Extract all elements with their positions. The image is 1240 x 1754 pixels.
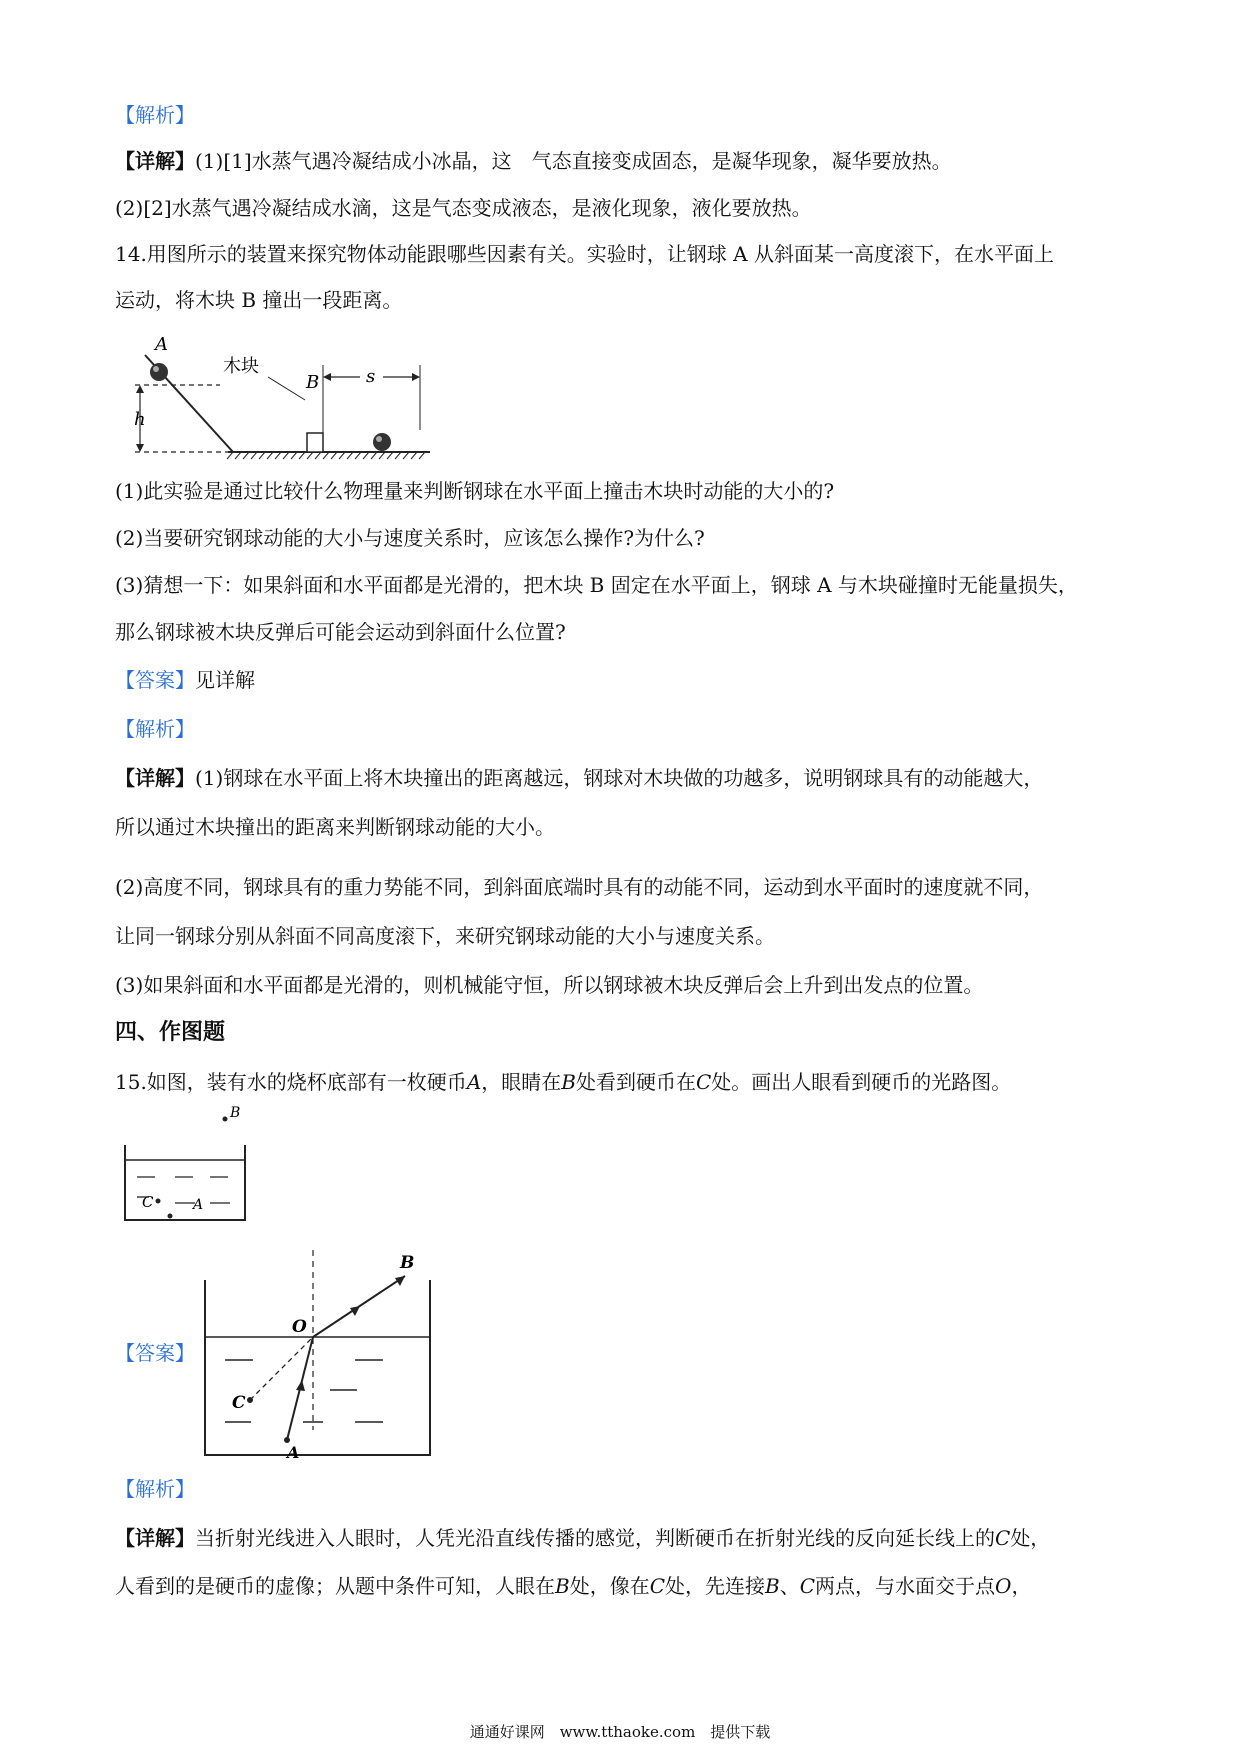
detail-text: (1)[1]水蒸气遇冷凝结成小冰晶，这 气态直接变成固态，是凝华现象，凝华要放热。: [195, 149, 952, 173]
detail-15-line-2: 人看到的是硬币的虚像；从题中条件可知，人眼在B处，像在C处，先连接B、C两点，与水面交于点O，: [115, 1574, 1032, 1598]
section-title-drawing: 四、作图题: [115, 1020, 226, 1045]
wood-block-b: [307, 433, 323, 452]
answer-text: 见详解: [195, 668, 255, 692]
svg-text:C: C: [142, 1193, 154, 1211]
analysis-tag: 【解析】: [115, 717, 195, 741]
point-a: [168, 1214, 173, 1219]
question-14-line-1: 14.用图所示的装置来探究物体动能跟哪些因素有关。实验时，让钢球 A 从斜面某一高度滚下，在水平面上: [115, 242, 1054, 266]
question-14-line-2: 运动，将木块 B 撞出一段距离。: [115, 288, 403, 312]
answer-14: [115, 665, 255, 695]
svg-text:B: B: [230, 1105, 241, 1121]
detail-line-1: [115, 146, 952, 176]
label-s: s: [366, 366, 376, 387]
point-b: [223, 1117, 228, 1122]
detail-text: (2)[2]水蒸气遇冷凝结成水滴，这是气态变成液态，是液化现象，液化要放热。: [115, 196, 812, 220]
svg-text:A: A: [193, 1197, 204, 1213]
detail-14-line-3: (2)高度不同，钢球具有的重力势能不同，到斜面底端时具有的动能不同，运动到水平面时的速度就不同，: [115, 875, 1044, 899]
answer-tag: 【答案】: [115, 1341, 195, 1365]
answer-15: [115, 1338, 195, 1368]
detail-tag: 【详解】: [115, 766, 195, 790]
analysis-heading-14: [115, 714, 195, 744]
label-wood-block: 木块: [223, 356, 259, 377]
figure-14-incline-diagram: [125, 325, 445, 460]
subquestion-3-line-2: 那么钢球被木块反弹后可能会运动到斜面什么位置?: [115, 620, 566, 644]
analysis-heading-15: [115, 1474, 195, 1504]
analysis-heading-1: [115, 100, 195, 130]
detail-text: (1)钢球在水平面上将木块撞出的距离越远，钢球对木块做的功越多，说明钢球具有的动能越大，: [195, 766, 1044, 790]
figure-15-beaker: [115, 1105, 265, 1230]
detail-line-2: [115, 193, 812, 223]
steel-ball-end: [373, 433, 391, 451]
label-o: O: [292, 1317, 307, 1337]
image-point-c: [247, 1397, 253, 1403]
detail-tag: 【详解】: [115, 149, 195, 173]
answer-tag: 【答案】: [115, 668, 195, 692]
steel-ball-a: [150, 363, 168, 381]
label-a: A: [155, 334, 168, 355]
point-c: [156, 1199, 161, 1204]
detail-14-line-4: 让同一钢球分别从斜面不同高度滚下，来研究钢球动能的大小与速度关系。: [115, 924, 775, 948]
subquestion-3-line-1: (3)猜想一下：如果斜面和水平面都是光滑的，把木块 B 固定在水平面上，钢球 A 与木块碰撞时无能量损失，: [115, 573, 1078, 597]
detail-15-line-1: 【详解】当折射光线进入人眼时，人凭光沿直线传播的感觉，判断硬币在折射光线的反向延长线上的C处，: [115, 1526, 1051, 1550]
detail-14-line-5: (3)如果斜面和水平面都是光滑的，则机械能守恒，所以钢球被木块反弹后会上升到出发点的位置。: [115, 973, 984, 997]
label-h: h: [134, 409, 146, 430]
label-b: B: [400, 1253, 415, 1273]
subquestion-1: (1)此实验是通过比较什么物理量来判断钢球在水平面上撞击木块时动能的大小的?: [115, 479, 835, 503]
subquestion-2: (2)当要研究钢球动能的大小与速度关系时，应该怎么操作?为什么?: [115, 526, 705, 550]
analysis-tag: 【解析】: [115, 103, 195, 127]
label-c: C: [232, 1393, 246, 1413]
page-footer: 通通好课网 www.tthaoke.com 提供下载: [469, 1723, 771, 1741]
label-a: A: [287, 1443, 300, 1462]
figure-15-answer-light-path: [195, 1240, 445, 1465]
label-b: B: [306, 372, 320, 393]
detail-tag: 【详解】: [115, 1526, 195, 1550]
analysis-tag: 【解析】: [115, 1477, 195, 1501]
question-15: 15.如图，装有水的烧杯底部有一枚硬币A，眼睛在B处看到硬币在C处。画出人眼看到硬币的光路图。: [115, 1070, 1012, 1094]
detail-14-line-2: 所以通过木块撞出的距离来判断钢球动能的大小。: [115, 815, 555, 839]
detail-14-line-1: [115, 763, 1043, 793]
